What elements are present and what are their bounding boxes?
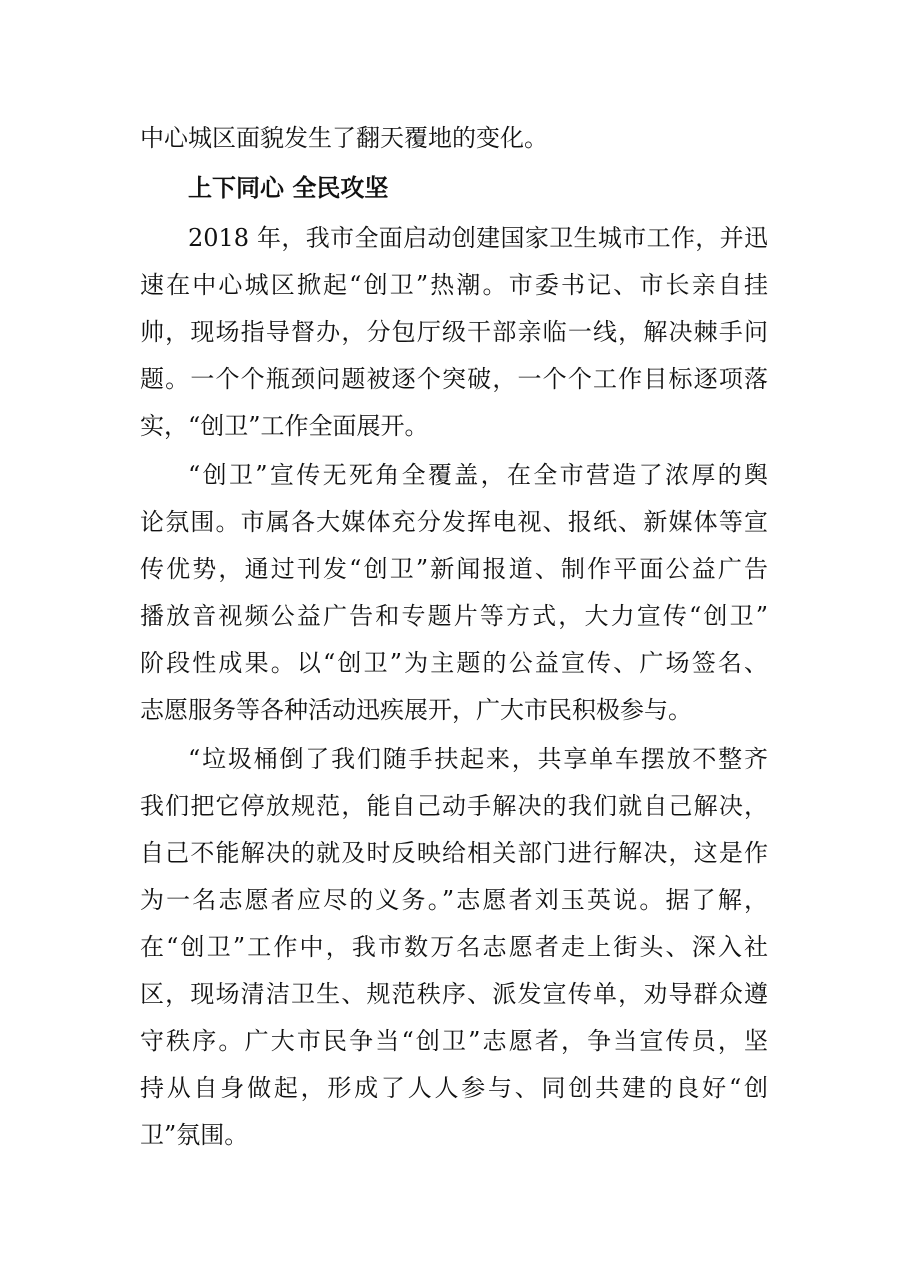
paragraph-line: 为一名志愿者应尽的义务。”志愿者刘玉英说。据了解， [140,886,768,914]
paragraph-line: 阶段性成果。以“创卫”为主题的公益宣传、广场签名、 [140,649,768,677]
paragraph-line: 2018 年，我市全面启动创建国家卫生城市工作，并迅 [188,224,768,252]
paragraph-line: 题。一个个瓶颈问题被逐个突破，一个个工作目标逐项落 [140,365,768,393]
paragraph-line: 论氛围。市属各大媒体充分发挥电视、报纸、新媒体等宣 [140,508,768,536]
paragraph-line: 持从自身做起，形成了人人参与、同创共建的良好“创 [140,1074,768,1102]
paragraph-line: “创卫”宣传无死角全覆盖，在全市营造了浓厚的舆 [188,461,768,489]
paragraph-line: 志愿服务等各种活动迅疾展开，广大市民积极参与。 [140,696,692,724]
intro-line: 中心城区面貌发生了翻天覆地的变化。 [140,124,548,152]
paragraph-line: 区，现场清洁卫生、规范秩序、派发宣传单，劝导群众遵 [140,980,768,1008]
paragraph-line: 帅，现场指导督办，分包厅级干部亲临一线，解决棘手问 [140,318,768,346]
paragraph-line: 卫”氛围。 [140,1121,249,1149]
paragraph-line: 速在中心城区掀起“创卫”热潮。市委书记、市长亲自挂 [140,271,768,299]
paragraph-line: “垃圾桶倒了我们随手扶起来，共享单车摆放不整齐 [188,745,768,773]
paragraph-line: 传优势，通过刊发“创卫”新闻报道、制作平面公益广告 [140,555,768,583]
paragraph-line: 守秩序。广大市民争当“创卫”志愿者，争当宣传员，坚 [140,1027,768,1055]
paragraph-line: 我们把它停放规范，能自己动手解决的我们就自己解决， [140,792,768,820]
paragraph-line: 自己不能解决的就及时反映给相关部门进行解决，这是作 [140,839,768,867]
section-heading: 上下同心 全民攻坚 [188,174,389,202]
paragraph-line: 在“创卫”工作中，我市数万名志愿者走上街头、深入社 [140,933,768,961]
paragraph-line: 播放音视频公益广告和专题片等方式，大力宣传“创卫” [140,602,768,630]
paragraph-line: 实，“创卫”工作全面展开。 [140,412,429,440]
